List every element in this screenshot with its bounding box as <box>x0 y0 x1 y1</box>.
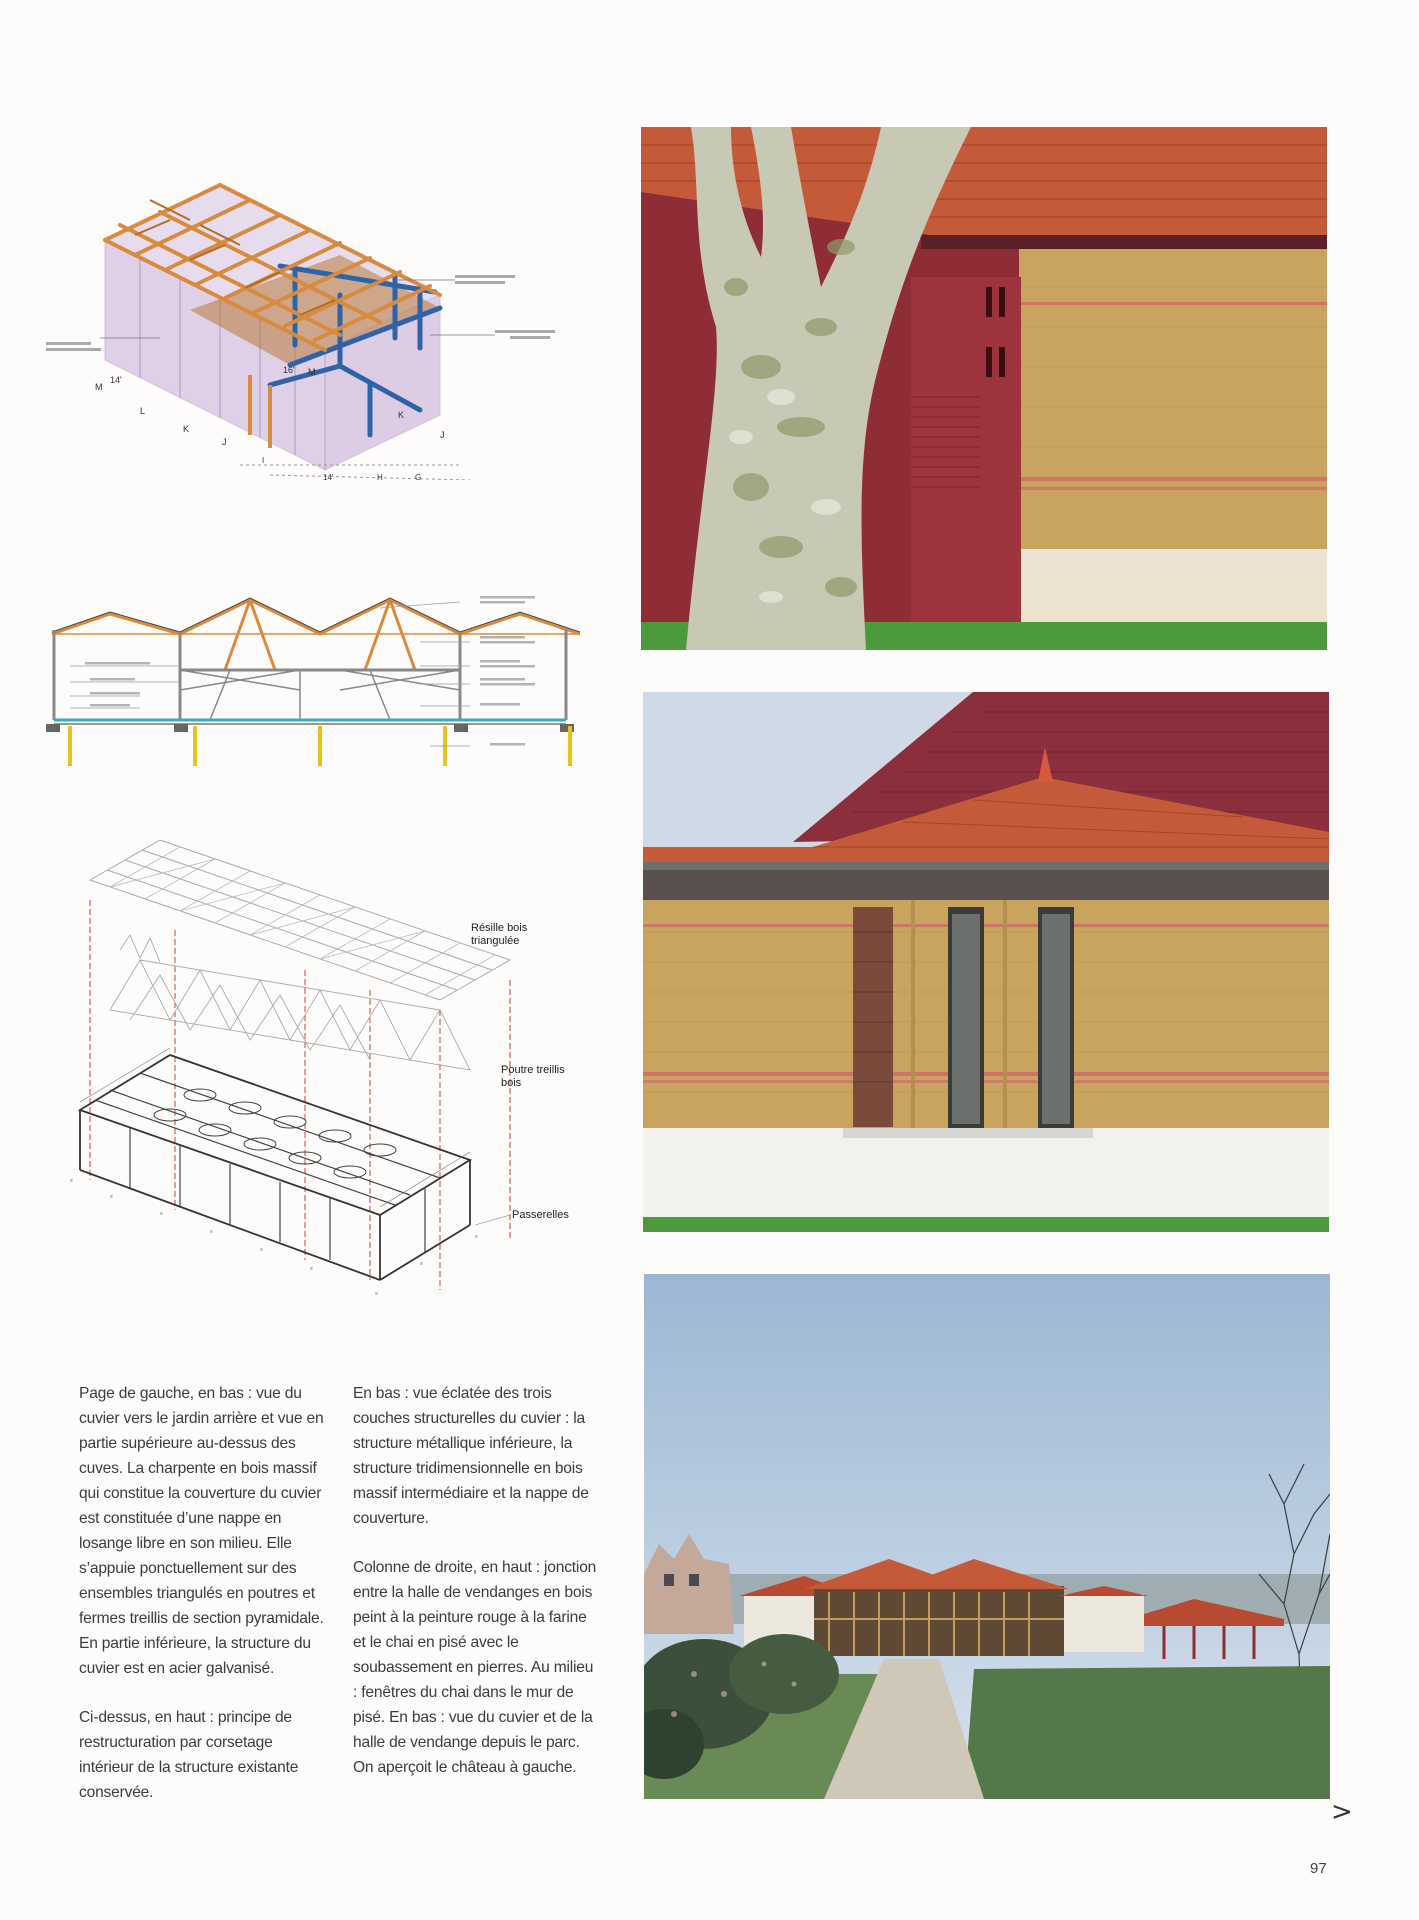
caption-left-paragraph-1: Page de gauche, en bas : vue du cuvier vers le jardin arrière et vue en partie supérieure au-dessus des cuves. La charpente en bois massif qui constitue la couverture du cuvier est constituée d’une nappe en losange libre en son milieu. Elle s’appuie ponctuellement sur des ensembles triangulés en poutres et fermes treillis de section pyramidale. En partie inférieure, la structure du cuvier est en acier galvanisé. <box>79 1385 324 1677</box>
caption-column-left <box>79 1381 324 1805</box>
grid-label-j-right: J <box>440 430 445 440</box>
caption-left-paragraph-2: Ci-dessus, en haut : principe de restructuration par corsetage intérieur de la structure existante conservée. <box>79 1709 299 1801</box>
svg-text:≡: ≡ <box>475 1234 478 1240</box>
svg-text:≡: ≡ <box>110 1194 113 1200</box>
grid-label-g: G <box>415 473 422 480</box>
svg-text:≡: ≡ <box>210 1229 213 1235</box>
grid-label-m-inner: M <box>308 367 316 377</box>
grid-label-l: L <box>140 406 146 416</box>
photo-cuvier-from-park <box>644 1274 1330 1799</box>
label-poutre-treillis-line-1: Poutre treillis <box>501 1064 565 1076</box>
label-resille-line-line-1: Résille bois <box>471 922 528 934</box>
exploded-structure-diagram <box>70 840 590 1310</box>
label-resille-bois <box>471 922 528 947</box>
dimension-label-bottom: 14' <box>323 473 334 480</box>
grid-label-m: M <box>95 382 103 392</box>
label-poutre-treillis-line-2: bois <box>501 1077 522 1089</box>
photo-chai-windows <box>643 692 1329 1232</box>
label-passerelles: Passerelles <box>512 1209 569 1221</box>
dimension-label-16: 16' <box>283 365 295 375</box>
caption-column-right <box>353 1381 598 1780</box>
next-page-arrow-icon[interactable]: > <box>1331 1797 1353 1827</box>
cross-section-diagram <box>40 588 580 768</box>
label-poutre-treillis <box>501 1064 565 1089</box>
dimension-label-14: 14' <box>110 375 122 385</box>
grid-label-k-left: K <box>183 424 190 434</box>
photo-halle-junction <box>641 127 1327 650</box>
caption-right-paragraph-2: Colonne de droite, en haut : jonction entre la halle de vendanges en bois peint à la peinture rouge à la farine et le chai en pisé avec le soubassement en pierres. Au milieu : fenêtres du chai dans le mur de pisé. En bas : vue du cuvier et de la halle de vendange depuis le parc. On aperçoit le château à gauche. <box>353 1559 597 1776</box>
grid-label-i: I <box>262 456 265 465</box>
grid-label-j-left: J <box>222 437 227 447</box>
caption-right-paragraph-1: En bas : vue éclatée des trois couches structurelles du cuvier : la structure métallique inférieure, la structure tridimensionnelle en bois massif intermédiaire et la nappe de couverture. <box>353 1385 589 1527</box>
svg-text:≡: ≡ <box>310 1266 313 1272</box>
grid-label-h: H <box>377 473 383 480</box>
label-resille-line-line-2: triangulée <box>471 935 520 947</box>
svg-text:≡: ≡ <box>70 1178 73 1184</box>
page-number: 97 <box>1310 1860 1327 1877</box>
restructuring-axonometric-diagram <box>40 180 600 480</box>
svg-text:≡: ≡ <box>375 1291 378 1297</box>
svg-text:≡: ≡ <box>160 1211 163 1217</box>
svg-text:≡: ≡ <box>420 1261 423 1267</box>
grid-label-k-right: K <box>398 410 405 420</box>
svg-text:≡: ≡ <box>260 1247 263 1253</box>
